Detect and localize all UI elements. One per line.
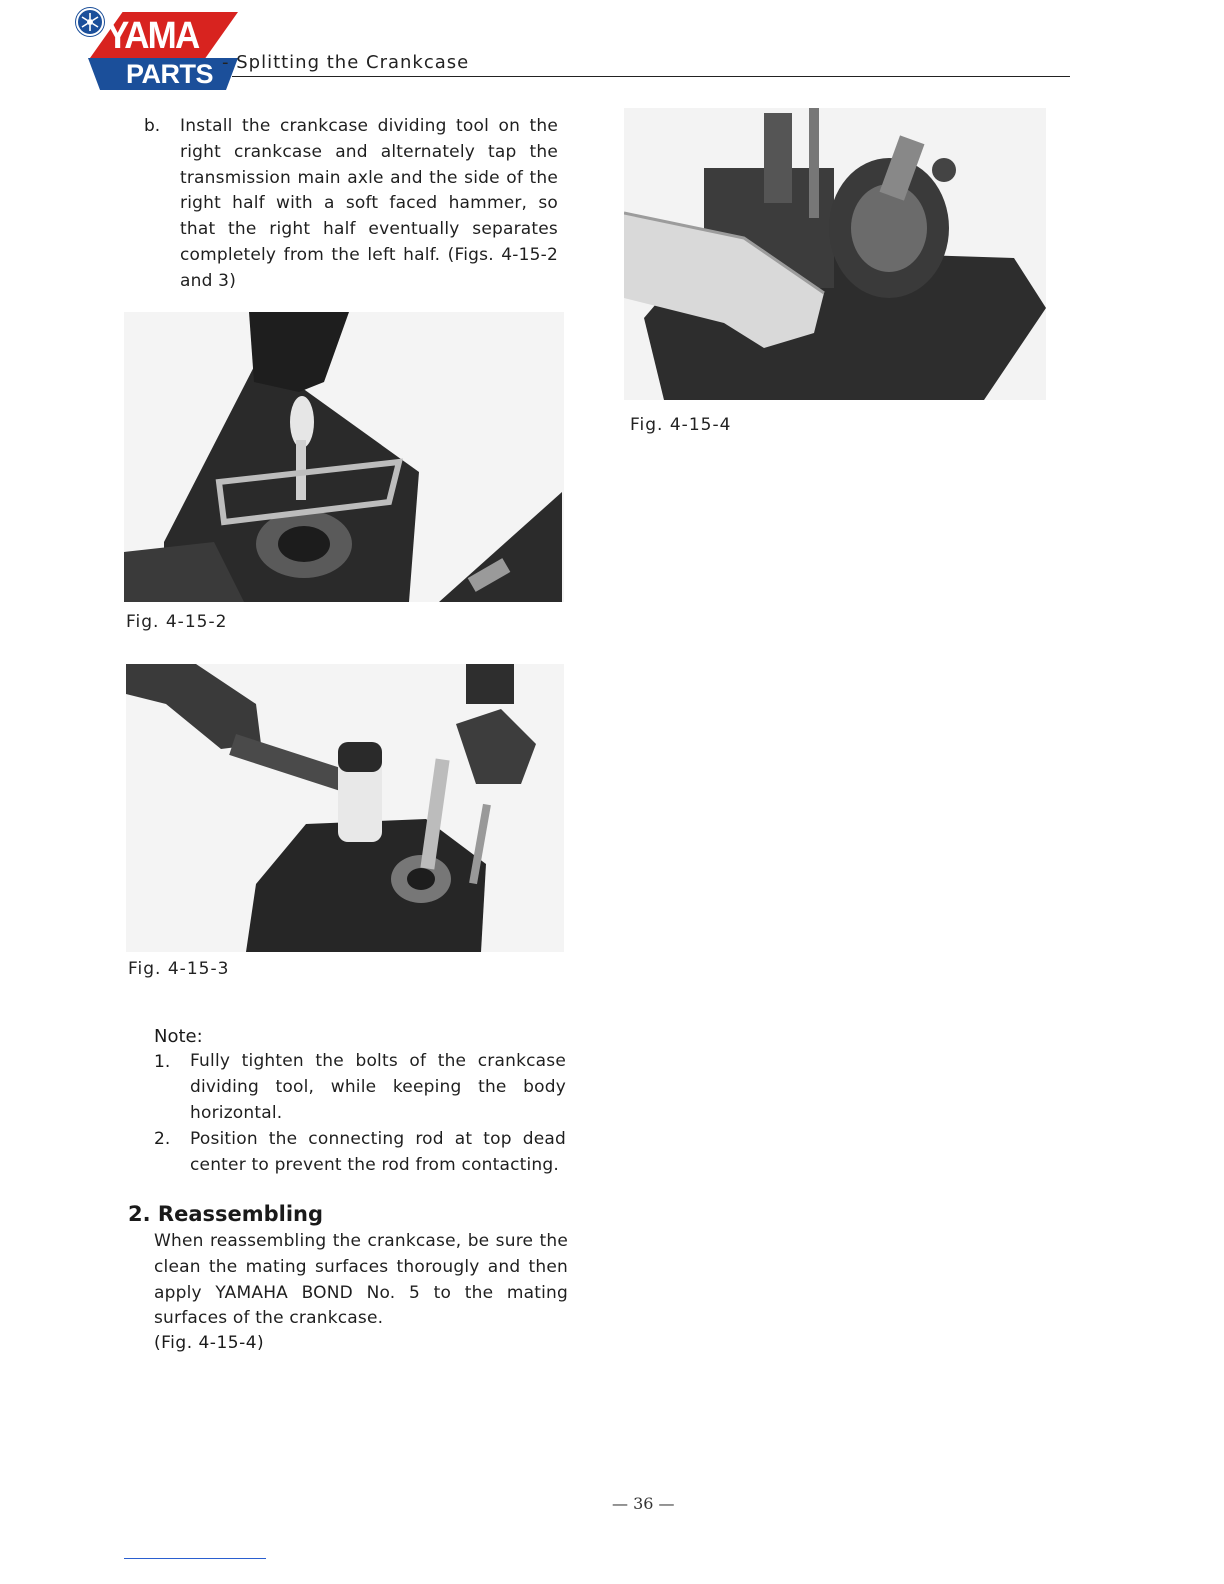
note-heading: Note: <box>154 1026 203 1047</box>
note-item-number: 2. <box>154 1129 171 1149</box>
header-rule <box>232 76 1070 77</box>
yamaha-parts-logo <box>76 8 238 90</box>
page-number: — 36 — <box>612 1494 675 1513</box>
logo-top-text: YAMA <box>106 15 199 57</box>
figure-4-15-4-caption: Fig. 4-15-4 <box>630 415 732 435</box>
note-item-number: 1. <box>154 1052 171 1072</box>
section-text: When reassembling the crankcase, be sure the clean the mating surfaces thorougly and then apply YAMAHA BOND No. 5 to the mating surfaces of the crankcase. <box>154 1231 568 1329</box>
figure-4-15-3-photo <box>126 664 564 952</box>
figure-4-15-2-caption: Fig. 4-15-2 <box>126 612 228 632</box>
figure-4-15-4-photo <box>624 108 1046 400</box>
note-item-text: Position the connecting rod at top dead center to prevent the rod from contacting. <box>190 1129 566 1175</box>
footer-link-underline[interactable] <box>124 1558 266 1559</box>
logo-bottom-text: PARTS <box>126 59 214 89</box>
step-marker: b. <box>144 116 161 136</box>
tuning-fork-emblem-icon <box>76 8 104 36</box>
header-title: - Splitting the Crankcase <box>222 52 470 73</box>
section-heading: 2. Reassembling <box>128 1202 324 1226</box>
figure-4-15-3-caption: Fig. 4-15-3 <box>128 959 230 979</box>
section-figure-reference: (Fig. 4-15-4) <box>154 1333 265 1353</box>
note-item-text: Fully tighten the bolts of the crankcase dividing tool, while keeping the body horizontal. <box>190 1051 566 1123</box>
figure-4-15-2-photo <box>124 312 564 602</box>
step-text: Install the crankcase dividing tool on the right crankcase and alternately tap the transmission main axle and the side of the right half with a soft faced hammer, so that the right half eventually separates completely from the left half. (Figs. 4-15-2 and 3) <box>180 116 558 291</box>
